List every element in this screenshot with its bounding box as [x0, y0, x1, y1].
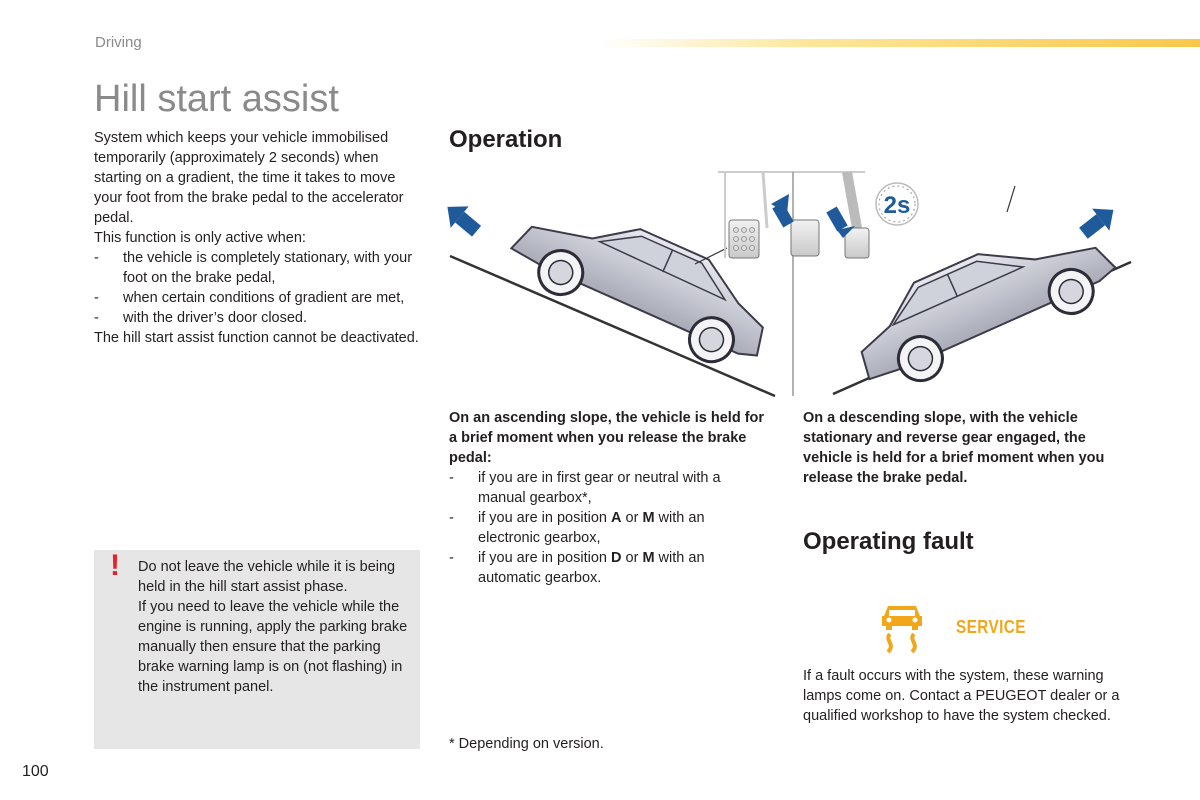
- arrow-up-right-icon: [1075, 199, 1122, 244]
- arrow-up-left-icon: [445, 196, 486, 242]
- warning-paragraph: Do not leave the vehicle while it is being held in the hill start assist phase.: [138, 559, 396, 595]
- descending-car-illustration: [833, 186, 1131, 400]
- item-text: or: [621, 510, 643, 526]
- list-item: [449, 508, 769, 548]
- timer-label: 2s: [883, 192, 911, 219]
- footnote: * Depending on version.: [449, 736, 604, 752]
- ascending-car-illustration: [445, 184, 785, 396]
- list-item: - with the driver’s door closed.: [94, 308, 424, 328]
- warning-box: [94, 550, 420, 749]
- pedal-illustration: [718, 172, 869, 396]
- list-item: [449, 468, 769, 508]
- gear-letter: A: [611, 510, 622, 526]
- gear-letter: M: [642, 510, 655, 526]
- warning-paragraph: If you need to leave the vehicle while the engine is running, apply the parking brake manually then ensure that the parking brake warning lamp is on (not flashing) in the instrument panel.: [138, 599, 408, 695]
- header-accent-bar: [600, 39, 1200, 47]
- item-text: if you are in position: [478, 550, 611, 566]
- list-item: - the vehicle is completely stationary, with your foot on the brake pedal,: [94, 248, 424, 288]
- fault-description: If a fault occurs with the system, these warning lamps come on. Contact a PEUGEOT dealer or a qualified workshop to have the system checked.: [803, 668, 1120, 724]
- intro-paragraph: System which keeps your vehicle immobilised temporarily (approximately 2 seconds) when starting on a gradient, the time it takes to move your foot from the brake pedal to the accelerator pedal.: [94, 130, 404, 226]
- descending-description: On a descending slope, with the vehicle stationary and reverse gear engaged, the vehicle is held for a brief moment when you release the brake pedal.: [803, 410, 1105, 486]
- ascending-lead: On an ascending slope, the vehicle is held for a brief moment when you release the brake pedal:: [449, 410, 765, 466]
- timer-icon: [876, 183, 918, 225]
- item-text: with an electronic gearbox,: [478, 510, 705, 546]
- intro-paragraph: The hill start assist function cannot be deactivated.: [94, 330, 419, 346]
- ascending-description: [449, 408, 769, 588]
- condition-list: [94, 248, 424, 328]
- item-text: with an automatic gearbox.: [478, 550, 705, 586]
- gear-letter: D: [611, 550, 622, 566]
- intro-paragraph: This function is only active when:: [94, 230, 306, 246]
- skid-warning-icon: [882, 606, 922, 652]
- item-text: if you are in first gear or neutral with a manual gearbox*,: [478, 470, 721, 506]
- warning-icon: !: [110, 549, 120, 582]
- gearbox-list: [449, 468, 769, 588]
- warning-text: [138, 557, 416, 697]
- service-warning-label: SERVICE: [956, 617, 1026, 637]
- operation-heading: Operation: [449, 126, 563, 153]
- gear-letter: M: [642, 550, 655, 566]
- section-label: Driving: [95, 34, 142, 51]
- item-text: or: [621, 550, 643, 566]
- intro-text: [94, 128, 424, 348]
- list-item: [449, 548, 769, 588]
- list-item: - when certain conditions of gradient are met,: [94, 288, 424, 308]
- page-title: Hill start assist: [94, 78, 339, 120]
- hill-start-illustration: [445, 168, 1135, 400]
- operating-fault-heading: Operating fault: [803, 528, 974, 555]
- item-text: if you are in position: [478, 510, 611, 526]
- page-number: 100: [22, 763, 49, 780]
